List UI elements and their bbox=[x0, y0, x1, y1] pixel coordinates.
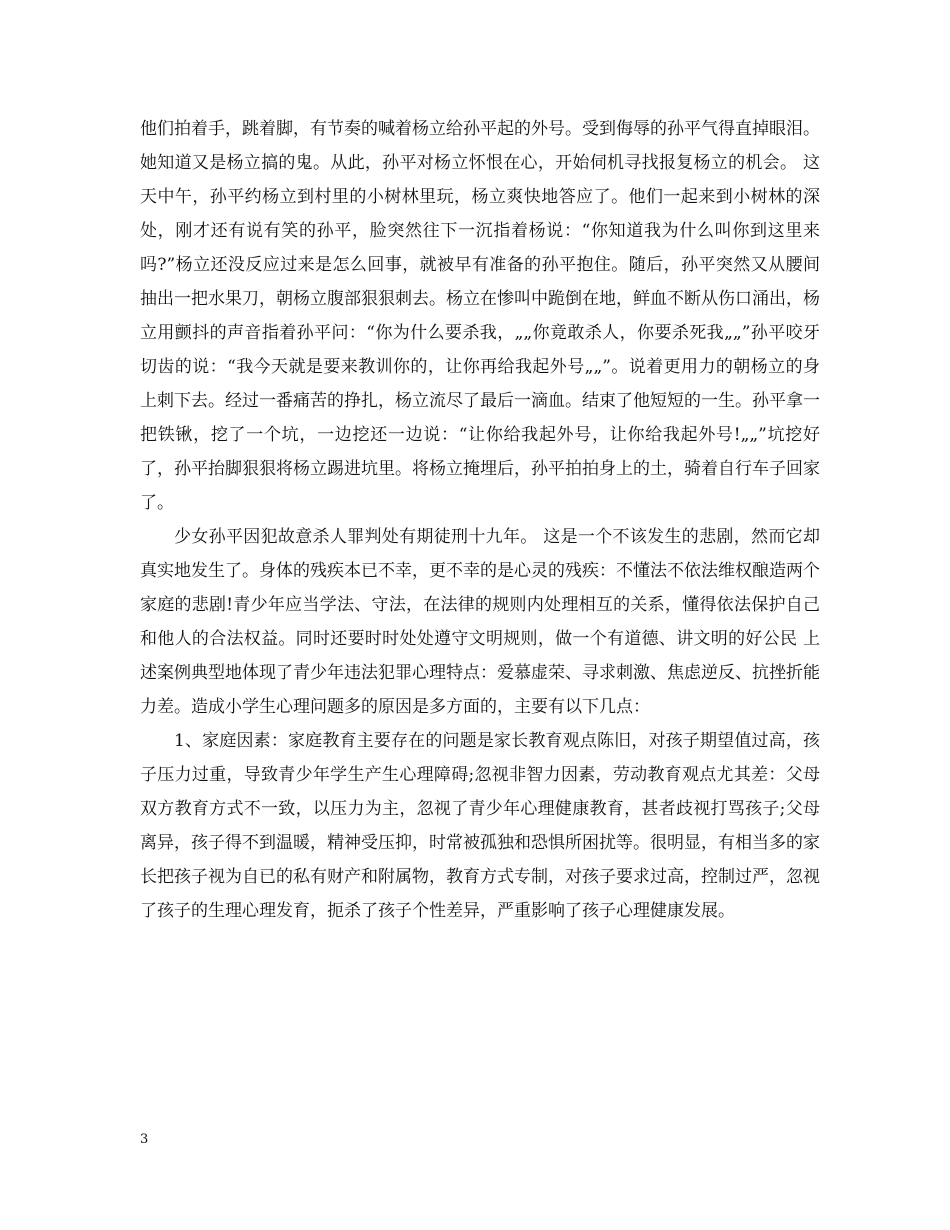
document-body bbox=[140, 112, 820, 928]
paragraph-2: 少女孙平因犯故意杀人罪判处有期徒刑十九年。 这是一个不该发生的悲剧，然而它却真实地发生了。身体的残疾本已不幸，更不幸的是心灵的残疾：不懂法不依法维权酿造两个家庭的悲剧!青少年应当学法、守法，在法律的规则内处理相互的关系，懂得依法保护自己和他人的合法权益。同时还要时时处处遵守文明规则，做一个有道德、讲文明的好公民 上述案例典型地体现了青少年违法犯罪心理特点：爱慕虚荣、寻求刺激、焦虑逆反、抗挫折能力差。造成小学生心理问题多的原因是多方面的，主要有以下几点： bbox=[140, 527, 820, 717]
paragraph-1: 他们拍着手，跳着脚，有节奏的喊着杨立给孙平起的外号。受到侮辱的孙平气得直掉眼泪。她知道又是杨立搞的鬼。从此，孙平对杨立怀恨在心，开始伺机寻找报复杨立的机会。 这天中午，孙平约杨立到村里的小树林里玩，杨立爽快地答应了。他们一起来到小树林的深处，刚才还有说有笑的孙平，脸突然往下一沉指着杨说：“你知道我为什么叫你到这里来吗?”杨立还没反应过来是怎么回事，就被早有准备的孙平抱住。随后，孙平突然又从腰间抽出一把水果刀，朝杨立腹部狠狠刺去。杨立在惨叫中跪倒在地，鲜血不断从伤口涌出，杨立用颤抖的声音指着孙平问：“你为什么要杀我，„„你竟敢杀人，你要杀死我„„”孙平咬牙切齿的说：“我今天就是要来教训你的，让你再给我起外号„„”。说着更用力的朝杨立的身上刺下去。经过一番痛苦的挣扎，杨立流尽了最后一滴血。结束了他短短的一生。孙平拿一把铁锹，挖了一个坑，一边挖还一边说：“让你给我起外号，让你给我起外号!„„”坑挖好了，孙平抬脚狠狠将杨立踢进坑里。将杨立掩埋后，孙平拍拍身上的土，骑着自行车子回家了。 bbox=[140, 119, 820, 513]
paragraph-3: 1、家庭因素：家庭教育主要存在的问题是家长教育观点陈旧，对孩子期望值过高，孩子压力过重，导致青少年学生产生心理障碍;忽视非智力因素，劳动教育观点尤其差：父母双方教育方式不一致，以压力为主，忽视了青少年心理健康教育，甚者歧视打骂孩子;父母离异，孩子得不到温暖，精神受压抑，时常被孤独和恐惧所困扰等。很明显，有相当多的家长把孩子视为自已的私有财产和附属物，教育方式专制，对孩子要求过高，控制过严，忽视了孩子的生理心理发育，扼杀了孩子个性差异，严重影响了孩子心理健康发展。 bbox=[140, 731, 820, 921]
page-number: 3 bbox=[140, 1132, 149, 1147]
